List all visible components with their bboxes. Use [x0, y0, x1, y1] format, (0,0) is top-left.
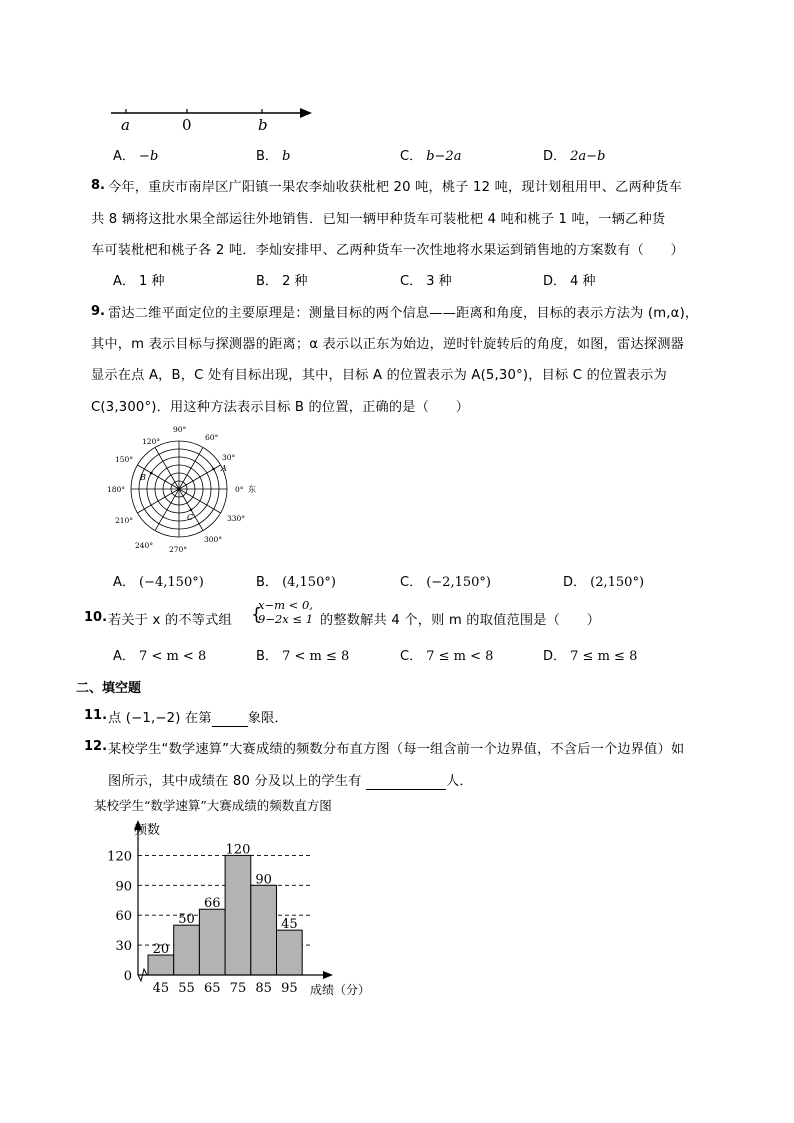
- q10-inequality-1: x−m < 0,: [258, 598, 313, 612]
- radar-spoke: [155, 489, 179, 531]
- bar-65: [199, 909, 225, 975]
- x-tick-label-55: 55: [178, 981, 195, 996]
- q11-answer-blank[interactable]: [212, 711, 248, 727]
- bar-value-label-85: 90: [255, 872, 272, 888]
- q7-option-a[interactable]: A． −b: [113, 149, 159, 164]
- q12-number: 12.: [84, 739, 108, 754]
- q8-text-line-1: 今年，重庆市南岸区广阳镇一果农李灿收获枇杷 20 吨，桃子 12 吨，现计划租用甲、乙两种货车: [108, 180, 683, 195]
- q9-option-c[interactable]: C． (−2,150°): [400, 575, 491, 590]
- q8-option-a[interactable]: A． 1 种: [113, 274, 165, 289]
- radar-label-60: 60°: [205, 433, 219, 442]
- y-tick-label-120: 120: [107, 849, 132, 865]
- bar-value-label-55: 50: [178, 912, 195, 928]
- radar-spoke: [179, 447, 203, 489]
- chart-title: 某校学生“数学速算”大赛成绩的频数直方图: [94, 798, 332, 813]
- q8-option-d[interactable]: D． 4 种: [543, 274, 596, 289]
- bar-55: [174, 925, 200, 975]
- q8-option-b[interactable]: B． 2 种: [256, 274, 308, 289]
- q10-brace: {: [251, 605, 262, 625]
- q12-text-line-2: 图所示，其中成绩在 80 分及以上的学生有 人．: [108, 774, 473, 789]
- histogram-chart: [90, 816, 390, 1001]
- radar-label-240: 240°: [135, 541, 154, 550]
- y-tick-label-90: 90: [115, 879, 132, 895]
- radar-label-210: 210°: [115, 516, 134, 525]
- q9-text-line-2: 其中，m 表示目标与探测器的距离；α 表示以正东为始边，逆时针旋转后的角度，如图，雷达探测器: [91, 337, 684, 352]
- x-tick-label-45: 45: [152, 981, 170, 996]
- radar-point-a: A: [221, 464, 227, 473]
- radar-label-180: 180°: [107, 485, 126, 494]
- q9-option-a[interactable]: A． (−4,150°): [113, 575, 204, 590]
- radar-target-dot: [190, 509, 193, 512]
- q9-text-line-3: 显示在点 A，B，C 处有目标出现，其中，目标 A 的位置表示为 A(5,30°)，目标 C 的位置表示为: [91, 368, 667, 383]
- x-axis-arrow: [323, 971, 333, 979]
- bar-85: [251, 885, 277, 975]
- radar-label-120: 120°: [142, 437, 161, 446]
- radar-label-330: 330°: [227, 514, 246, 523]
- q8-text-line-3: 车可装枇杷和桃子各 2 吨．李灿安排甲、乙两种货车一次性地将水果运到销售地的方案数有（ ）: [91, 243, 685, 258]
- q12-text-line-1: 某校学生“数学速算”大赛成绩的频数分布直方图（每一组含前一个边界值，不含后一个边界值）如: [108, 742, 685, 757]
- y-tick-label-30: 30: [115, 939, 132, 955]
- q9-number: 9.: [91, 304, 105, 319]
- bar-95: [277, 930, 303, 975]
- radar-target-dot: [150, 472, 153, 475]
- q7-option-c[interactable]: C． b−2a: [400, 149, 462, 164]
- q8-number: 8.: [91, 178, 105, 193]
- q10-inequality-2: 9−2x ≤ 1: [258, 612, 314, 626]
- q12-answer-blank[interactable]: [366, 774, 446, 790]
- radar-spoke: [137, 489, 179, 513]
- bar-45: [148, 955, 174, 975]
- q8-text-line-2: 共 8 辆将这批水果全部运往外地销售．已知一辆甲种货车可装枇杷 4 吨和桃子 1 吨，一辆乙种货: [91, 212, 666, 227]
- q7-option-d[interactable]: D． 2a−b: [543, 149, 606, 164]
- radar-point-c: C: [187, 513, 194, 522]
- x-tick-label-75: 75: [229, 981, 247, 996]
- radar-label-270: 270°: [169, 545, 188, 554]
- bar-value-label-95: 45: [281, 917, 298, 933]
- q11-text: 点 (−1,−2) 在第 象限．: [108, 711, 288, 726]
- q10-option-c[interactable]: C． 7 ≤ m < 8: [400, 649, 494, 664]
- q10-text-post: 的整数解共 4 个，则 m 的取值范围是（ ）: [320, 613, 601, 628]
- radar-label-east: 东: [248, 485, 256, 494]
- radar-target-dot: [212, 468, 215, 471]
- radar-label-0: 0°: [235, 485, 244, 494]
- numberline-label-b: b: [258, 116, 268, 134]
- x-tick-label-65: 65: [203, 981, 221, 996]
- radar-spokes: [131, 441, 227, 537]
- numberline-label-zero: 0: [182, 116, 192, 134]
- bar-value-label-65: 66: [203, 896, 221, 912]
- bar-75: [225, 855, 251, 975]
- q10-text-pre: 若关于 x 的不等式组: [108, 613, 232, 628]
- q10-option-a[interactable]: A． 7 < m < 8: [113, 649, 207, 664]
- q8-option-c[interactable]: C． 3 种: [400, 274, 452, 289]
- q9-option-b[interactable]: B． (4,150°): [256, 575, 336, 590]
- bar-value-label-75: 120: [225, 842, 251, 858]
- radar-label-150: 150°: [115, 455, 134, 464]
- radar-spoke: [155, 447, 179, 489]
- q9-text-line-4: C(3,300°)．用这种方法表示目标 B 的位置，正确的是（ ）: [91, 400, 470, 415]
- q10-option-d[interactable]: D． 7 ≤ m ≤ 8: [543, 649, 638, 664]
- bar-value-label-45: 20: [152, 942, 170, 958]
- radar-label-90: 90°: [173, 425, 187, 434]
- y-axis-label: 频数: [134, 823, 161, 838]
- q7-option-b[interactable]: B． b: [256, 149, 291, 164]
- q10-option-b[interactable]: B． 7 < m ≤ 8: [256, 649, 350, 664]
- q9-option-d[interactable]: D． (2,150°): [563, 575, 645, 590]
- x-tick-label-95: 95: [281, 981, 298, 996]
- numberline-label-a: a: [121, 116, 130, 134]
- radar-label-300: 300°: [204, 535, 223, 544]
- radar-point-b: B: [140, 473, 146, 482]
- x-tick-label-85: 85: [255, 981, 272, 996]
- section-heading-fill-blank: 二、填空题: [76, 681, 142, 696]
- q11-number: 11.: [84, 708, 108, 723]
- radar-label-30: 30°: [222, 453, 236, 462]
- y-tick-label-0: 0: [123, 969, 132, 984]
- x-axis-label: 成绩（分）: [310, 983, 371, 997]
- q9-text-line-1: 雷达二维平面定位的主要原理是：测量目标的两个信息——距离和角度，目标的表示方法为 (m,α)，: [108, 306, 699, 321]
- number-line: [105, 100, 320, 140]
- y-tick-label-60: 60: [115, 909, 132, 925]
- radar-spoke: [179, 489, 221, 513]
- radar-figure: [105, 420, 265, 560]
- q10-number: 10.: [84, 610, 108, 625]
